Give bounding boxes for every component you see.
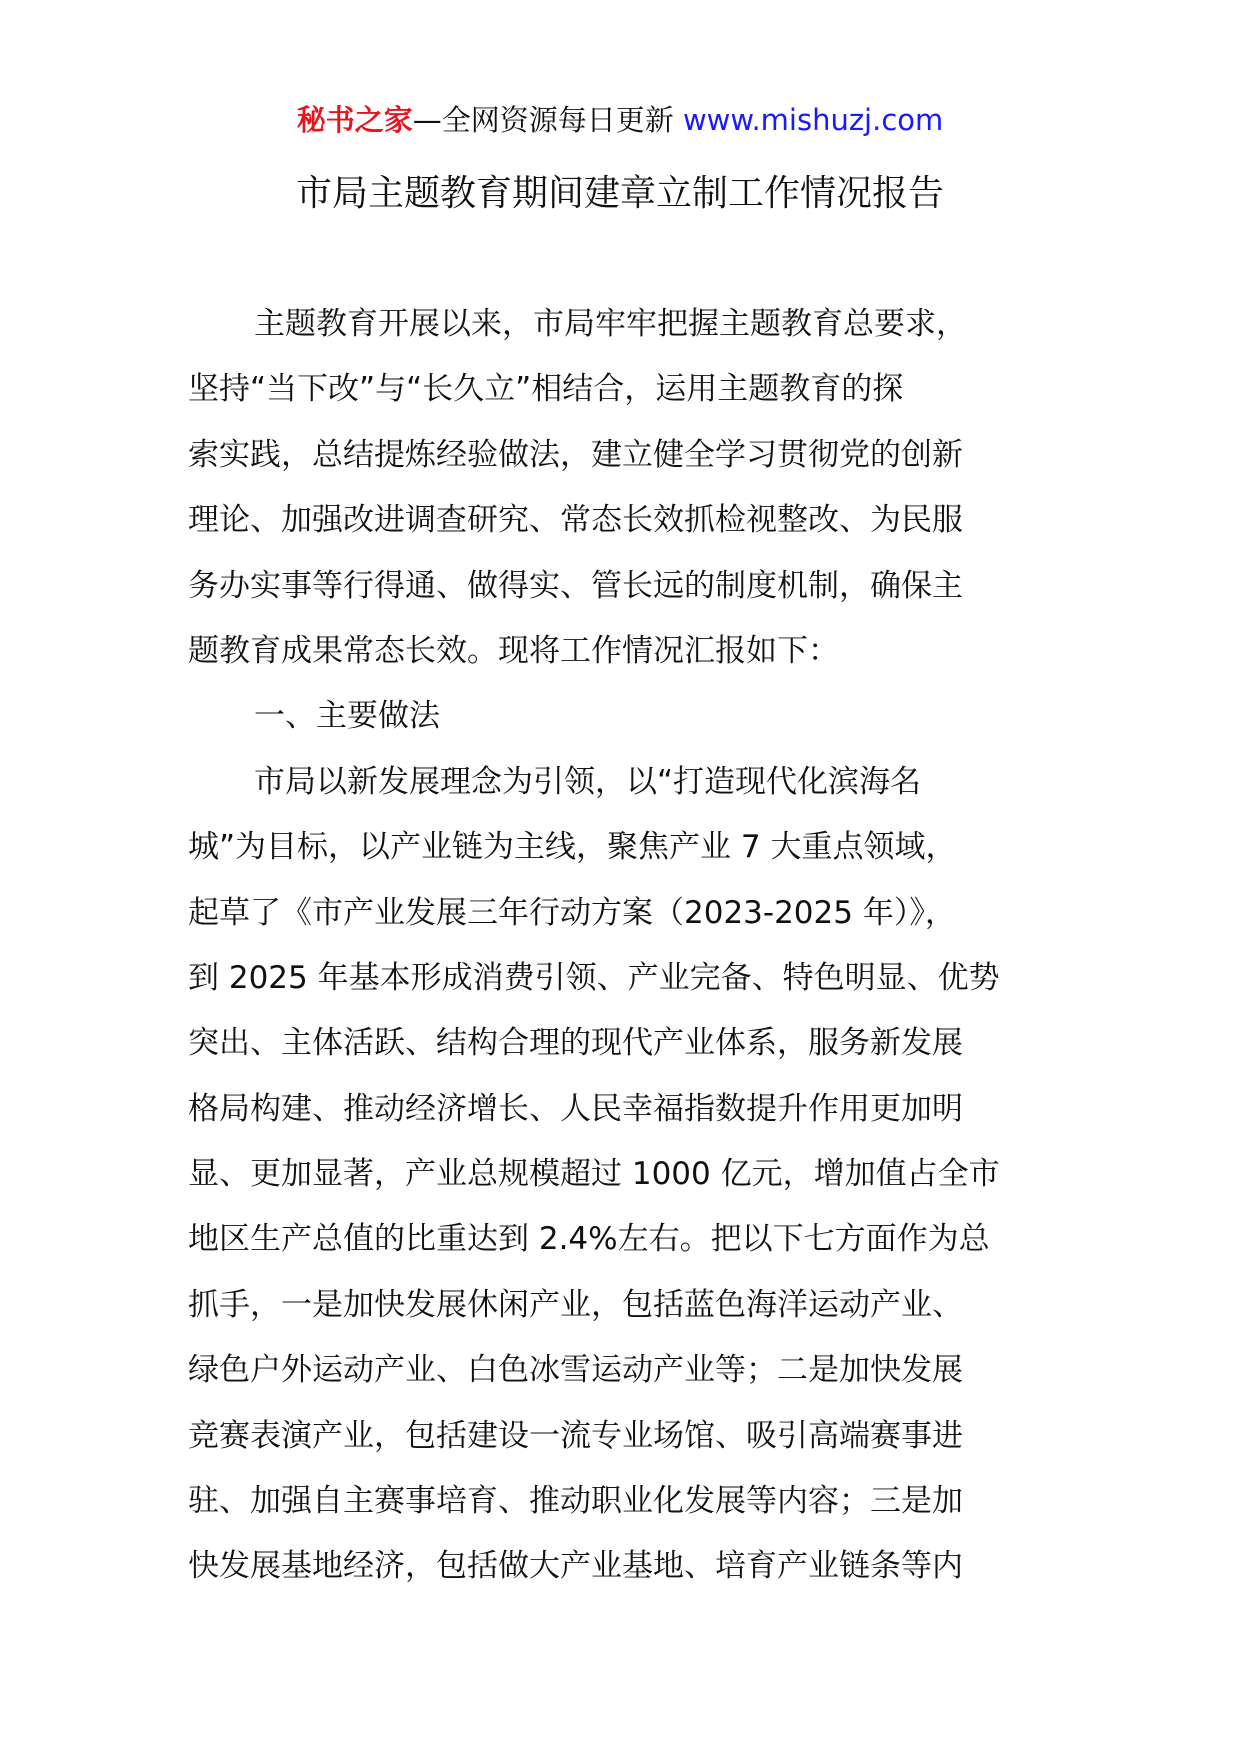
- paragraph-line: 地区生产总值的比重达到 2.4%左右。把以下七方面作为总: [188, 1221, 990, 1258]
- paragraph-line: 格局构建、推动经济增长、人民幸福指数提升作用更加明: [188, 1090, 963, 1127]
- section-heading-main-practices: 一、主要做法: [254, 698, 440, 735]
- site-tagline: —全网资源每日更新: [412, 103, 674, 137]
- paragraph-line: 题教育成果常态长效。现将工作情况汇报如下：: [188, 632, 839, 669]
- site-url-link[interactable]: www.mishuzj.com: [682, 103, 944, 137]
- paragraph-line: 突出、主体活跃、结构合理的现代产业体系，服务新发展: [188, 1025, 963, 1062]
- paragraph-line: 主题教育开展以来，市局牢牢把握主题教育总要求，: [254, 306, 967, 342]
- paragraph-line: 起草了《市产业发展三年行动方案（2023-2025 年）》，: [188, 894, 956, 931]
- document-title: 市局主题教育期间建章立制工作情况报告: [295, 173, 944, 214]
- paragraph-line: 索实践，总结提炼经验做法，建立健全学习贯彻党的创新: [188, 436, 963, 473]
- site-header-banner: [0, 100, 1240, 140]
- paragraph-line: 绿色户外运动产业、白色冰雪运动产业等；二是加快发展: [188, 1352, 963, 1389]
- paragraph-line: 市局以新发展理念为引领，以“打造现代化滨海名: [254, 763, 922, 800]
- paragraph-line: 竞赛表演产业，包括建设一流专业场馆、吸引高端赛事进: [188, 1417, 963, 1454]
- paragraph-line: 显、更加显著，产业总规模超过 1000 亿元，增加值占全市: [188, 1156, 1000, 1193]
- paragraph-line: 快发展基地经济，包括做大产业基地、培育产业链条等内: [188, 1548, 963, 1585]
- paragraph-line: 驻、加强自主赛事培育、推动职业化发展等内容；三是加: [188, 1483, 963, 1520]
- paragraph-line: 抓手，一是加快发展休闲产业，包括蓝色海洋运动产业、: [188, 1286, 963, 1323]
- paragraph-line: 城”为目标，以产业链为主线，聚焦产业 7 大重点领域，: [188, 829, 957, 866]
- paragraph-intro: [188, 292, 1054, 684]
- paragraph-line: 坚持“当下改”与“长久立”相结合，运用主题教育的探: [188, 371, 904, 408]
- paragraph-line: 到 2025 年基本形成消费引领、产业完备、特色明显、优势: [188, 959, 1000, 996]
- paragraph-line: 理论、加强改进调查研究、常态长效抓检视整改、为民服: [188, 502, 963, 539]
- document-body: [188, 292, 1054, 1600]
- site-brand-name: 秘书之家: [296, 103, 413, 137]
- paragraph-line: 务办实事等行得通、做得实、管长远的制度机制，确保主: [188, 567, 963, 604]
- paragraph-main-practices: [188, 750, 1054, 1600]
